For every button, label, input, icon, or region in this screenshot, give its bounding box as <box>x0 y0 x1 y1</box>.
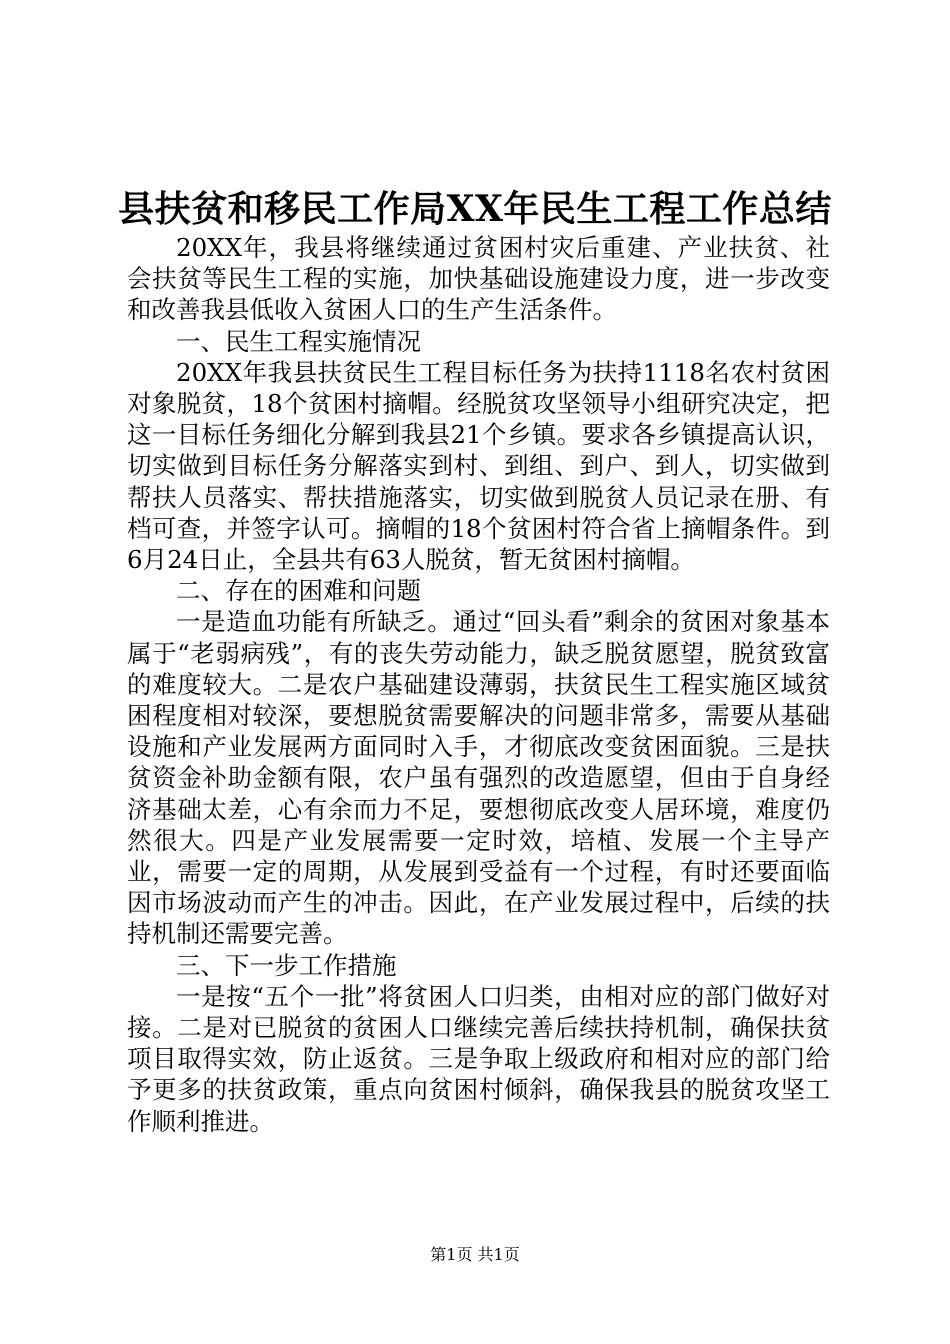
page-number-footer: 第1页 共1页 <box>430 1245 520 1264</box>
section-paragraph-3: 一是按“五个一批”将贫困人口归类，由相对应的部门做好对接。二是对已脱贫的贫困人口继续完善后续扶持机制，确保扶贫项目取得实效，防止返贫。三是争取上级政府和相对应的部门给予更多的扶贫政策，重点向贫困村倾斜，确保我县的脱贫攻坚工作顺利推进。 <box>127 981 830 1136</box>
document-body <box>127 232 830 1137</box>
section-paragraph-2: 一是造血功能有所缺乏。通过“回头看”剩余的贫困对象基本属于“老弱病残”，有的丧失劳动能力，缺乏脱贫愿望，脱贫致富的难度较大。二是农户基础建设薄弱，扶贫民生工程实施区域贫困程度相对较深，要想脱贫需要解决的问题非常多，需要从基础设施和产业发展两方面同时入手，才彻底改变贫困面貌。三是扶贫资金补助金额有限，农户虽有强烈的改造愿望，但由于自身经济基础太差，心有余而力不足，要想彻底改变人居环境，难度仍然很大。四是产业发展需要一定时效，培植、发展一个主导产业，需要一定的周期，从发展到受益有一个过程，有时还要面临因市场波动而产生的冲击。因此，在产业发展过程中，后续的扶持机制还需要完善。 <box>127 607 830 949</box>
document-title: 县扶贫和移民工作局XX年民生工程工作总结 <box>118 188 832 230</box>
section-heading-1: 一、民生工程实施情况 <box>176 326 421 356</box>
intro-paragraph: 20XX年，我县将继续通过贫困村灾后重建、产业扶贫、社会扶贫等民生工程的实施，加快基础设施建设力度，进一步改变和改善我县低收入贫困人口的生产生活条件。 <box>127 233 830 325</box>
section-heading-2: 二、存在的困难和问题 <box>176 576 421 606</box>
section-heading-3: 三、下一步工作措施 <box>176 950 397 980</box>
section-paragraph-1: 20XX年我县扶贫民生工程目标任务为扶持1118名农村贫困对象脱贫，18个贫困村摘帽。经脱贫攻坚领导小组研究决定，把这一目标任务细化分解到我县21个乡镇。要求各乡镇提高认识，切实做到目标任务分解落实到村、到组、到户、到人，切实做到帮扶人员落实、帮扶措施落实，切实做到脱贫人员记录在册、有档可查，并签字认可。摘帽的18个贫困村符合省上摘帽条件。到6月24日止，全县共有63人脱贫，暂无贫困村摘帽。 <box>127 357 830 575</box>
